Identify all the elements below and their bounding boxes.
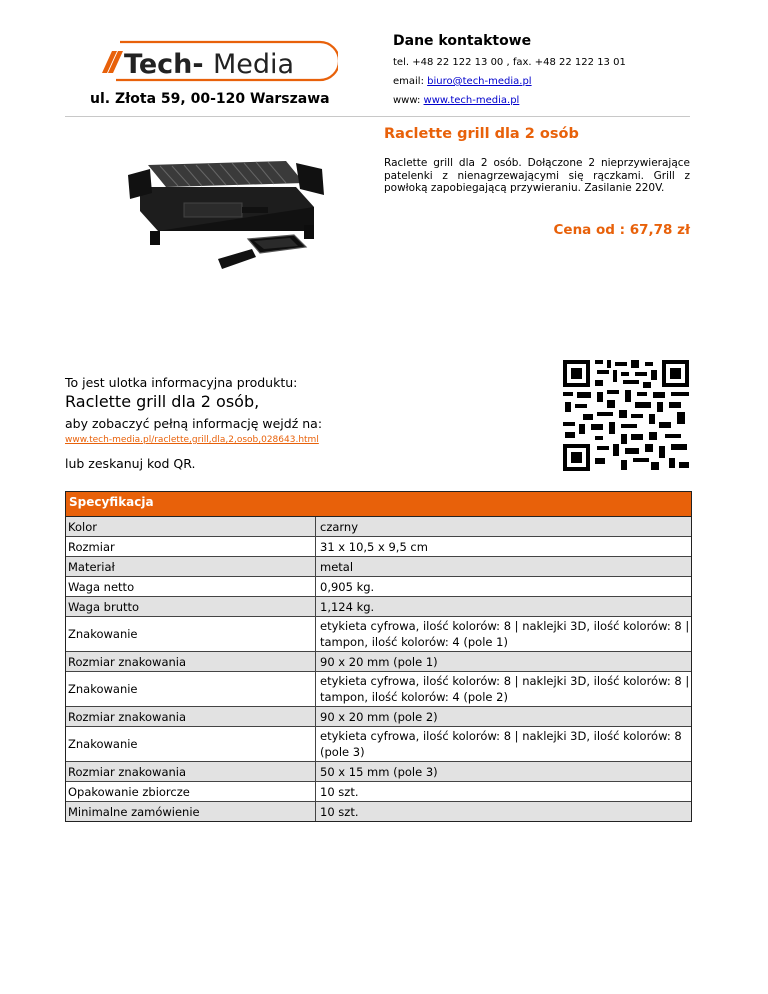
table-row (66, 672, 691, 707)
contact-title: Dane kontaktowe (393, 33, 532, 49)
logo-text-tech: Tech- (124, 49, 204, 80)
spec-label: Rozmiar znakowania (66, 762, 316, 781)
product-description: Raclette grill dla 2 osób. Dołączone 2 nieprzywierające patelenki z nienagrzewającymi się rączkami. Grill z powłoką zapobiegającą przywieraniu. Zasilanie 220V. (384, 157, 690, 194)
table-row (66, 617, 691, 652)
spec-label: Rozmiar znakowania (66, 652, 316, 671)
spec-label: Minimalne zamówienie (66, 802, 316, 821)
www-link[interactable]: www.tech-media.pl (423, 95, 520, 106)
info-product-name: Raclette grill dla 2 osób, (65, 392, 260, 411)
spec-table (65, 491, 692, 822)
www-line (393, 95, 519, 106)
spec-label: Kolor (66, 517, 316, 536)
product-title: Raclette grill dla 2 osób (384, 126, 579, 142)
table-row (66, 762, 691, 782)
spec-value: 0,905 kg. (320, 579, 375, 594)
phone-line: tel. +48 22 122 13 00 , fax. +48 22 122 13 01 (393, 57, 626, 68)
spec-value: czarny (320, 519, 359, 534)
spec-value: 90 x 20 mm (pole 2) (320, 709, 438, 724)
table-row (66, 727, 691, 762)
spec-label: Opakowanie zbiorcze (66, 782, 316, 801)
qr-code[interactable] (561, 358, 691, 473)
spec-label: Waga netto (66, 577, 316, 596)
table-row (66, 782, 691, 802)
spec-value: metal (320, 559, 354, 574)
table-row (66, 537, 691, 557)
spec-label: Znakowanie (66, 617, 316, 651)
info-intro: To jest ulotka informacyjna produktu: (65, 375, 298, 390)
email-line (393, 76, 532, 87)
spec-label: Znakowanie (66, 672, 316, 706)
email-label: email: (393, 76, 428, 87)
table-row (66, 802, 691, 821)
table-row (66, 707, 691, 727)
info-qr-text: lub zeskanuj kod QR. (65, 456, 196, 471)
spec-label: Znakowanie (66, 727, 316, 761)
table-row (66, 517, 691, 537)
spec-label: Rozmiar (66, 537, 316, 556)
company-address: ul. Złota 59, 00-120 Warszawa (90, 91, 330, 107)
header-divider (65, 116, 690, 117)
spec-value: 50 x 15 mm (pole 3) (320, 764, 438, 779)
spec-value: 10 szt. (320, 804, 359, 819)
info-visit-text: aby zobaczyć pełną informację wejdź na: (65, 416, 323, 431)
spec-label: Materiał (66, 557, 316, 576)
table-row (66, 597, 691, 617)
spec-value: 10 szt. (320, 784, 359, 799)
product-image (118, 135, 338, 295)
spec-value: 1,124 kg. (320, 599, 375, 614)
spec-value: etykieta cyfrowa, ilość kolorów: 8 | naklejki 3D, ilość kolorów: 8 | tampon, ilość kolorów: 4 (pole 1) (320, 619, 690, 649)
spec-value: 90 x 20 mm (pole 1) (320, 654, 438, 669)
spec-label: Waga brutto (66, 597, 316, 616)
product-price: Cena od : 67,78 zł (553, 222, 690, 238)
logo-text-media: Media (213, 49, 295, 80)
spec-value: etykieta cyfrowa, ilość kolorów: 8 | naklejki 3D, ilość kolorów: 8 | tampon, ilość kolorów: 4 (pole 2) (320, 674, 690, 704)
spec-value: 31 x 10,5 x 9,5 cm (320, 539, 428, 554)
spec-value: etykieta cyfrowa, ilość kolorów: 8 | naklejki 3D, ilość kolorów: 8 (pole 3) (320, 729, 682, 759)
spec-table-title: Specyfikacja (66, 492, 691, 517)
table-row (66, 577, 691, 597)
table-row (66, 652, 691, 672)
www-label: www: (393, 95, 424, 106)
spec-label: Rozmiar znakowania (66, 707, 316, 726)
email-link[interactable]: biuro@tech-media.pl (427, 76, 532, 87)
product-url-link[interactable]: www.tech-media.pl/raclette,grill,dla,2,osob,028643.html (65, 435, 319, 445)
table-row (66, 557, 691, 577)
tech-media-logo (98, 40, 338, 82)
